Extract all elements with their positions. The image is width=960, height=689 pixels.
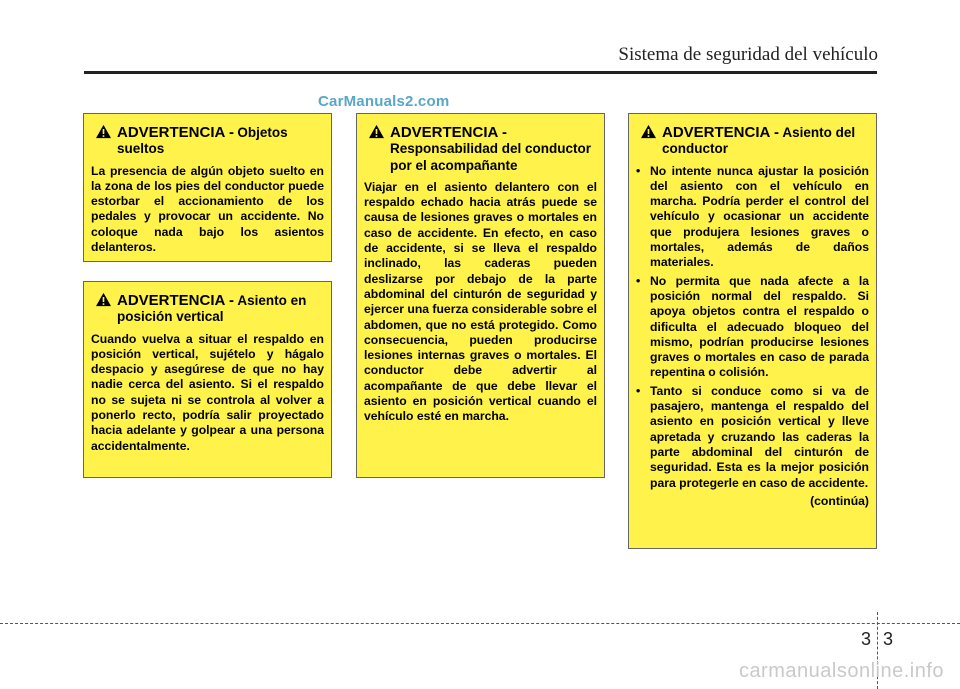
warning-body: La presencia de algún objeto suelto en la zona de los pies del conductor puede estorbar el accionamiento de los pedales y provocar un accidente. No coloque nada bajo los asientos delanteros. xyxy=(91,163,324,255)
warning-body: Viajar en el asiento delantero con el respaldo echado hacia atrás puede se causa de lesiones graves o mortales en caso de accidente. En efecto, en caso de accidente, si se lleva el respaldo inclinado, las caderas pueden deslizarse por debajo de la parte abdominal del cinturón de seguridad y ejercer una fuerza considerable sobre el abdomen, que no está protegido. Como consecuencia, pueden producirse lesiones internas graves o mortales. El conductor debe advertir al acompañante de que debe llevar el asiento en posición vertical cuando el vehículo esté en marcha. xyxy=(364,179,598,424)
section-title: Sistema de seguridad del vehículo xyxy=(618,44,878,65)
list-item-text: No intente nunca ajustar la posición del asiento con el vehículo en marcha. Podría perder el control del vehículo y ocasionar un accidente que produjera lesiones graves o mortales, además de daños materiales. xyxy=(650,163,869,270)
warning-header xyxy=(364,124,597,174)
warning-word: ADVERTENCIA - xyxy=(117,124,234,141)
warning-triangle-icon xyxy=(95,124,112,139)
warning-triangle-icon xyxy=(95,292,112,307)
warning-subject: Objetos sueltos xyxy=(117,125,288,157)
page-number: 3 xyxy=(883,629,894,649)
warning-body: Cuando vuelva a situar el respaldo en posición vertical, sujételo y hágalo despacio y asegúrese de que no hay nadie cerca del asiento. Si el respaldo no se sujeta ni se controla al volver a ponerlo recto, podría salir proyectado hacia adelante y golpear a una persona accidentalmente. xyxy=(91,331,324,453)
warning-header xyxy=(91,292,324,326)
list-item-text: Tanto si conduce como si va de pasajero, mantenga el respaldo del asiento en posición vertical y lleve apretada y cruzando las caderas la parte abdominal del cinturón de seguridad. Esta es la mejor posición para protegerle en caso de accidente. xyxy=(650,383,869,490)
warning-driver-seat xyxy=(628,113,877,549)
warning-header xyxy=(636,124,869,158)
watermark-link[interactable]: CarManuals2.com xyxy=(318,93,450,110)
warning-subject: Asiento en posición vertical xyxy=(117,293,307,325)
warning-subject: Asiento del conductor xyxy=(662,125,856,157)
footer-rule xyxy=(0,623,960,624)
list-item-text: No permita que nada afecte a la posición normal del respaldo. Si apoya objetos contra el respaldo o dificulta el adecuado bloqueo del mismo, podrían producirse lesiones graves o mortales en caso de parada repentina o colisión. xyxy=(650,273,869,380)
bullet-icon: • xyxy=(636,383,641,398)
bullet-icon: • xyxy=(636,273,641,288)
warning-word: ADVERTENCIA - xyxy=(117,292,234,309)
list-item xyxy=(636,164,869,271)
warning-triangle-icon xyxy=(640,124,657,139)
warning-header xyxy=(91,124,324,158)
header-rule xyxy=(84,71,877,74)
warning-subject: Responsabilidad del conductor por el acompañante xyxy=(390,141,592,173)
warning-word: ADVERTENCIA - xyxy=(662,124,779,141)
warning-loose-objects xyxy=(83,113,332,262)
footer-watermark: carmanualsonline.info xyxy=(738,660,944,682)
chapter-number: 3 xyxy=(861,629,872,649)
warning-word: ADVERTENCIA - xyxy=(390,124,507,141)
warning-triangle-icon xyxy=(368,124,385,139)
list-item xyxy=(636,384,869,491)
continues-note: (continúa) xyxy=(810,493,869,508)
warning-driver-responsibility xyxy=(356,113,605,478)
warning-upright-seat xyxy=(83,281,332,478)
warning-bullet-list xyxy=(636,164,869,491)
list-item xyxy=(636,274,869,381)
bullet-icon: • xyxy=(636,163,641,178)
